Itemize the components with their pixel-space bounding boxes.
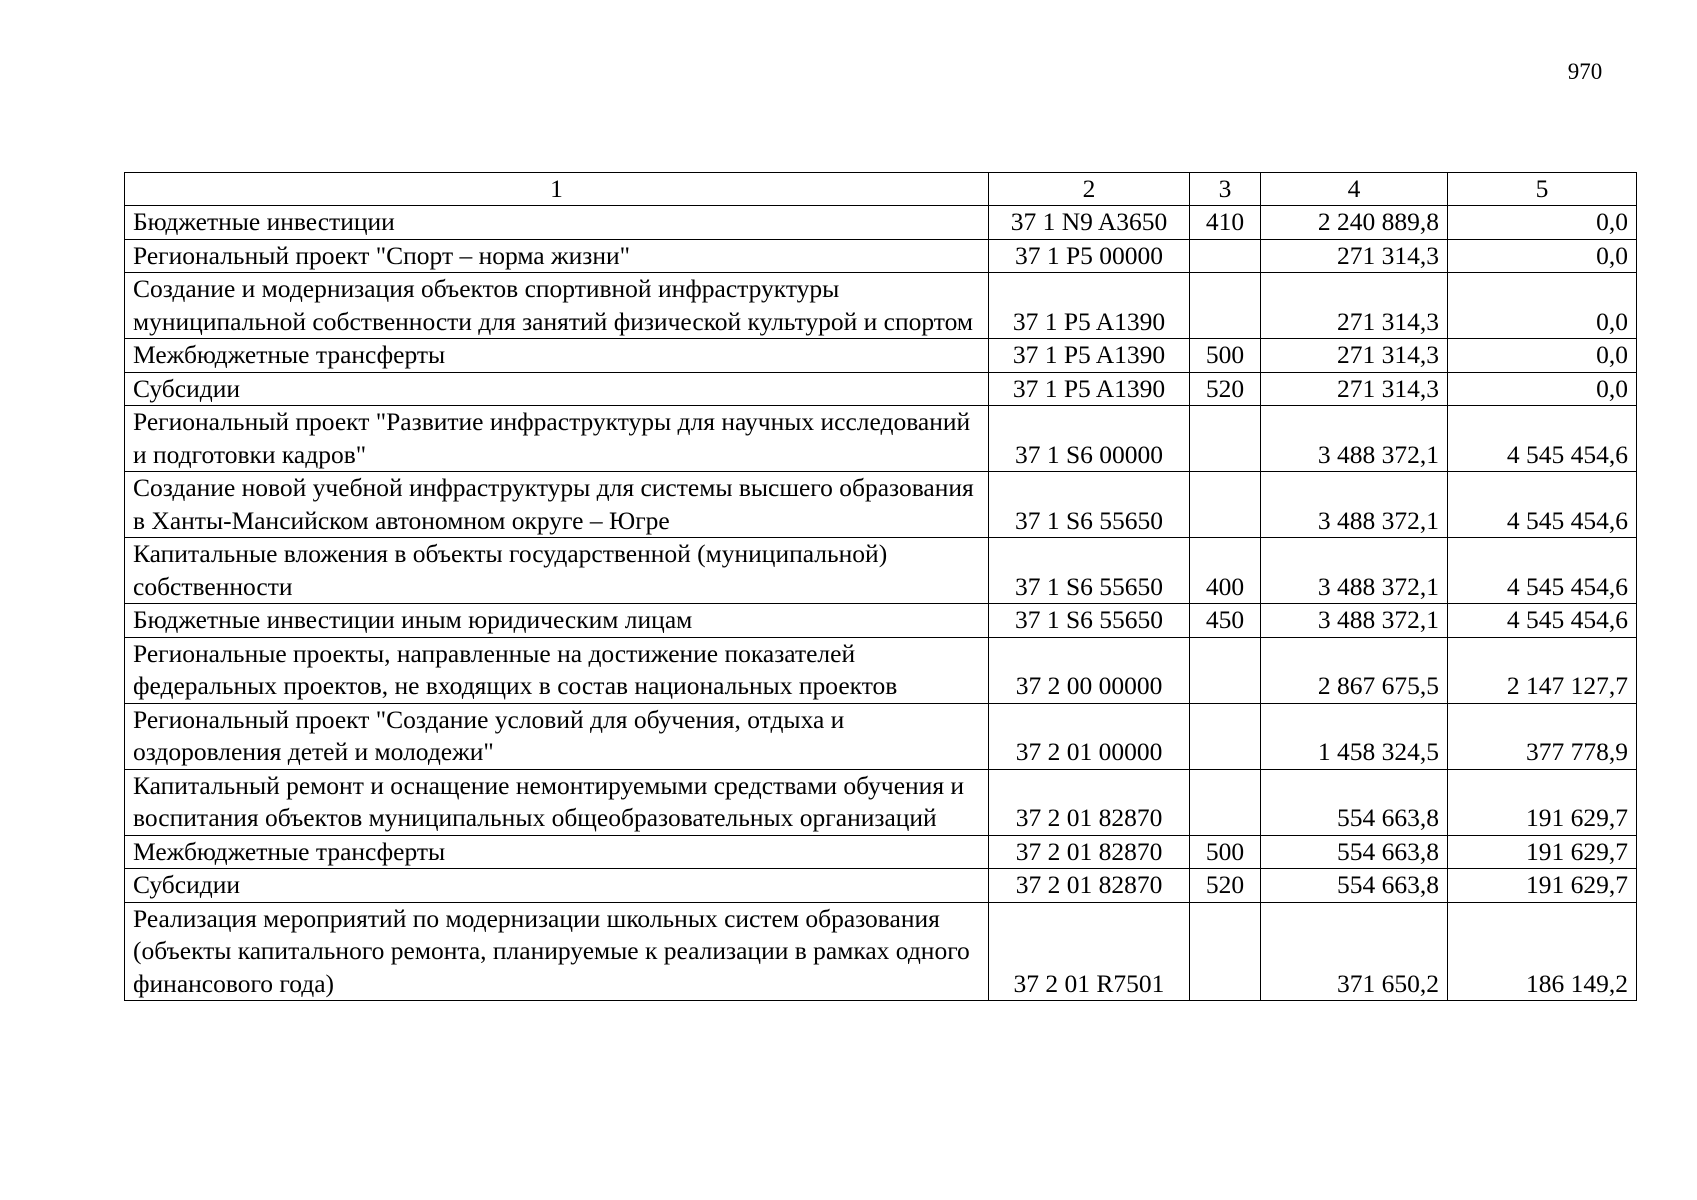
row-name-cell: Региональные проекты, направленные на достижение показателей федеральных проектов, не входящих в состав национальных проектов bbox=[125, 637, 989, 703]
row-code-cell: 37 1 S6 55650 bbox=[989, 604, 1190, 638]
row-code-cell: 37 1 S6 55650 bbox=[989, 538, 1190, 604]
row-value5-cell: 377 778,9 bbox=[1448, 703, 1637, 769]
row-name-cell: Бюджетные инвестиции bbox=[125, 206, 989, 240]
row-name-cell: Субсидии bbox=[125, 372, 989, 406]
row-name-cell: Капитальный ремонт и оснащение немонтируемыми средствами обучения и воспитания объектов муниципальных общеобразовательных организаций bbox=[125, 769, 989, 835]
row-type-cell bbox=[1190, 406, 1261, 472]
table-row bbox=[125, 835, 1637, 869]
row-value4-cell: 271 314,3 bbox=[1261, 339, 1448, 373]
table-row bbox=[125, 206, 1637, 240]
row-name-cell: Субсидии bbox=[125, 869, 989, 903]
row-name-cell: Межбюджетные трансферты bbox=[125, 835, 989, 869]
table-row bbox=[125, 372, 1637, 406]
row-value4-cell: 2 240 889,8 bbox=[1261, 206, 1448, 240]
row-type-cell: 500 bbox=[1190, 339, 1261, 373]
table-row bbox=[125, 637, 1637, 703]
row-name-cell: Бюджетные инвестиции иным юридическим лицам bbox=[125, 604, 989, 638]
row-type-cell bbox=[1190, 637, 1261, 703]
row-value5-cell: 186 149,2 bbox=[1448, 902, 1637, 1001]
row-code-cell: 37 1 N9 A3650 bbox=[989, 206, 1190, 240]
row-type-cell bbox=[1190, 902, 1261, 1001]
table-row bbox=[125, 273, 1637, 339]
row-code-cell: 37 2 01 82870 bbox=[989, 869, 1190, 903]
row-value5-cell: 191 629,7 bbox=[1448, 769, 1637, 835]
row-value5-cell: 0,0 bbox=[1448, 339, 1637, 373]
row-name-cell: Создание и модернизация объектов спортивной инфраструктуры муниципальной собственности для занятий физической культурой и спортом bbox=[125, 273, 989, 339]
row-code-cell: 37 2 01 R7501 bbox=[989, 902, 1190, 1001]
row-type-cell: 400 bbox=[1190, 538, 1261, 604]
table-row bbox=[125, 406, 1637, 472]
row-value5-cell: 0,0 bbox=[1448, 206, 1637, 240]
table-row bbox=[125, 902, 1637, 1001]
row-value5-cell: 191 629,7 bbox=[1448, 835, 1637, 869]
row-type-cell bbox=[1190, 472, 1261, 538]
column-header-1: 1 bbox=[125, 173, 989, 206]
row-name-cell: Капитальные вложения в объекты государственной (муниципальной) собственности bbox=[125, 538, 989, 604]
row-value5-cell: 4 545 454,6 bbox=[1448, 472, 1637, 538]
row-value4-cell: 554 663,8 bbox=[1261, 869, 1448, 903]
row-value5-cell: 191 629,7 bbox=[1448, 869, 1637, 903]
row-code-cell: 37 2 01 82870 bbox=[989, 769, 1190, 835]
row-type-cell bbox=[1190, 273, 1261, 339]
budget-table bbox=[124, 172, 1637, 1001]
row-code-cell: 37 1 P5 A1390 bbox=[989, 273, 1190, 339]
row-type-cell: 450 bbox=[1190, 604, 1261, 638]
row-value4-cell: 3 488 372,1 bbox=[1261, 538, 1448, 604]
row-name-cell: Региональный проект "Создание условий для обучения, отдыха и оздоровления детей и молодежи" bbox=[125, 703, 989, 769]
row-type-cell: 520 bbox=[1190, 869, 1261, 903]
row-value4-cell: 1 458 324,5 bbox=[1261, 703, 1448, 769]
row-code-cell: 37 1 P5 A1390 bbox=[989, 339, 1190, 373]
table-row bbox=[125, 239, 1637, 273]
row-value4-cell: 2 867 675,5 bbox=[1261, 637, 1448, 703]
row-type-cell bbox=[1190, 239, 1261, 273]
column-header-2: 2 bbox=[989, 173, 1190, 206]
row-value4-cell: 554 663,8 bbox=[1261, 835, 1448, 869]
row-type-cell: 410 bbox=[1190, 206, 1261, 240]
table-row bbox=[125, 604, 1637, 638]
table-row bbox=[125, 538, 1637, 604]
row-name-cell: Реализация мероприятий по модернизации школьных систем образования (объекты капитального ремонта, планируемые к реализации в рамках одного финансового года) bbox=[125, 902, 989, 1001]
row-value5-cell: 4 545 454,6 bbox=[1448, 406, 1637, 472]
row-name-cell: Создание новой учебной инфраструктуры для системы высшего образования в Ханты-Мансийском автономном округе – Югре bbox=[125, 472, 989, 538]
row-code-cell: 37 2 00 00000 bbox=[989, 637, 1190, 703]
row-value4-cell: 554 663,8 bbox=[1261, 769, 1448, 835]
table-row bbox=[125, 869, 1637, 903]
table-row bbox=[125, 703, 1637, 769]
row-name-cell: Региональный проект "Спорт – норма жизни" bbox=[125, 239, 989, 273]
row-value5-cell: 0,0 bbox=[1448, 372, 1637, 406]
table-row bbox=[125, 339, 1637, 373]
row-type-cell: 520 bbox=[1190, 372, 1261, 406]
row-code-cell: 37 2 01 82870 bbox=[989, 835, 1190, 869]
column-header-4: 4 bbox=[1261, 173, 1448, 206]
row-name-cell: Межбюджетные трансферты bbox=[125, 339, 989, 373]
row-value4-cell: 271 314,3 bbox=[1261, 239, 1448, 273]
row-value4-cell: 3 488 372,1 bbox=[1261, 406, 1448, 472]
table-row bbox=[125, 472, 1637, 538]
row-value5-cell: 0,0 bbox=[1448, 273, 1637, 339]
page-number: 970 bbox=[1567, 59, 1603, 84]
row-value5-cell: 4 545 454,6 bbox=[1448, 604, 1637, 638]
row-value5-cell: 0,0 bbox=[1448, 239, 1637, 273]
row-value5-cell: 4 545 454,6 bbox=[1448, 538, 1637, 604]
column-header-3: 3 bbox=[1190, 173, 1261, 206]
row-value5-cell: 2 147 127,7 bbox=[1448, 637, 1637, 703]
table-row bbox=[125, 769, 1637, 835]
row-code-cell: 37 1 P5 00000 bbox=[989, 239, 1190, 273]
row-type-cell bbox=[1190, 769, 1261, 835]
row-value4-cell: 3 488 372,1 bbox=[1261, 604, 1448, 638]
column-header-5: 5 bbox=[1448, 173, 1637, 206]
row-value4-cell: 371 650,2 bbox=[1261, 902, 1448, 1001]
row-name-cell: Региональный проект "Развитие инфраструктуры для научных исследований и подготовки кадров" bbox=[125, 406, 989, 472]
row-type-cell: 500 bbox=[1190, 835, 1261, 869]
row-value4-cell: 271 314,3 bbox=[1261, 372, 1448, 406]
table-header-row bbox=[125, 173, 1637, 206]
row-code-cell: 37 1 P5 A1390 bbox=[989, 372, 1190, 406]
row-code-cell: 37 2 01 00000 bbox=[989, 703, 1190, 769]
row-code-cell: 37 1 S6 55650 bbox=[989, 472, 1190, 538]
row-code-cell: 37 1 S6 00000 bbox=[989, 406, 1190, 472]
row-type-cell bbox=[1190, 703, 1261, 769]
row-value4-cell: 271 314,3 bbox=[1261, 273, 1448, 339]
row-value4-cell: 3 488 372,1 bbox=[1261, 472, 1448, 538]
